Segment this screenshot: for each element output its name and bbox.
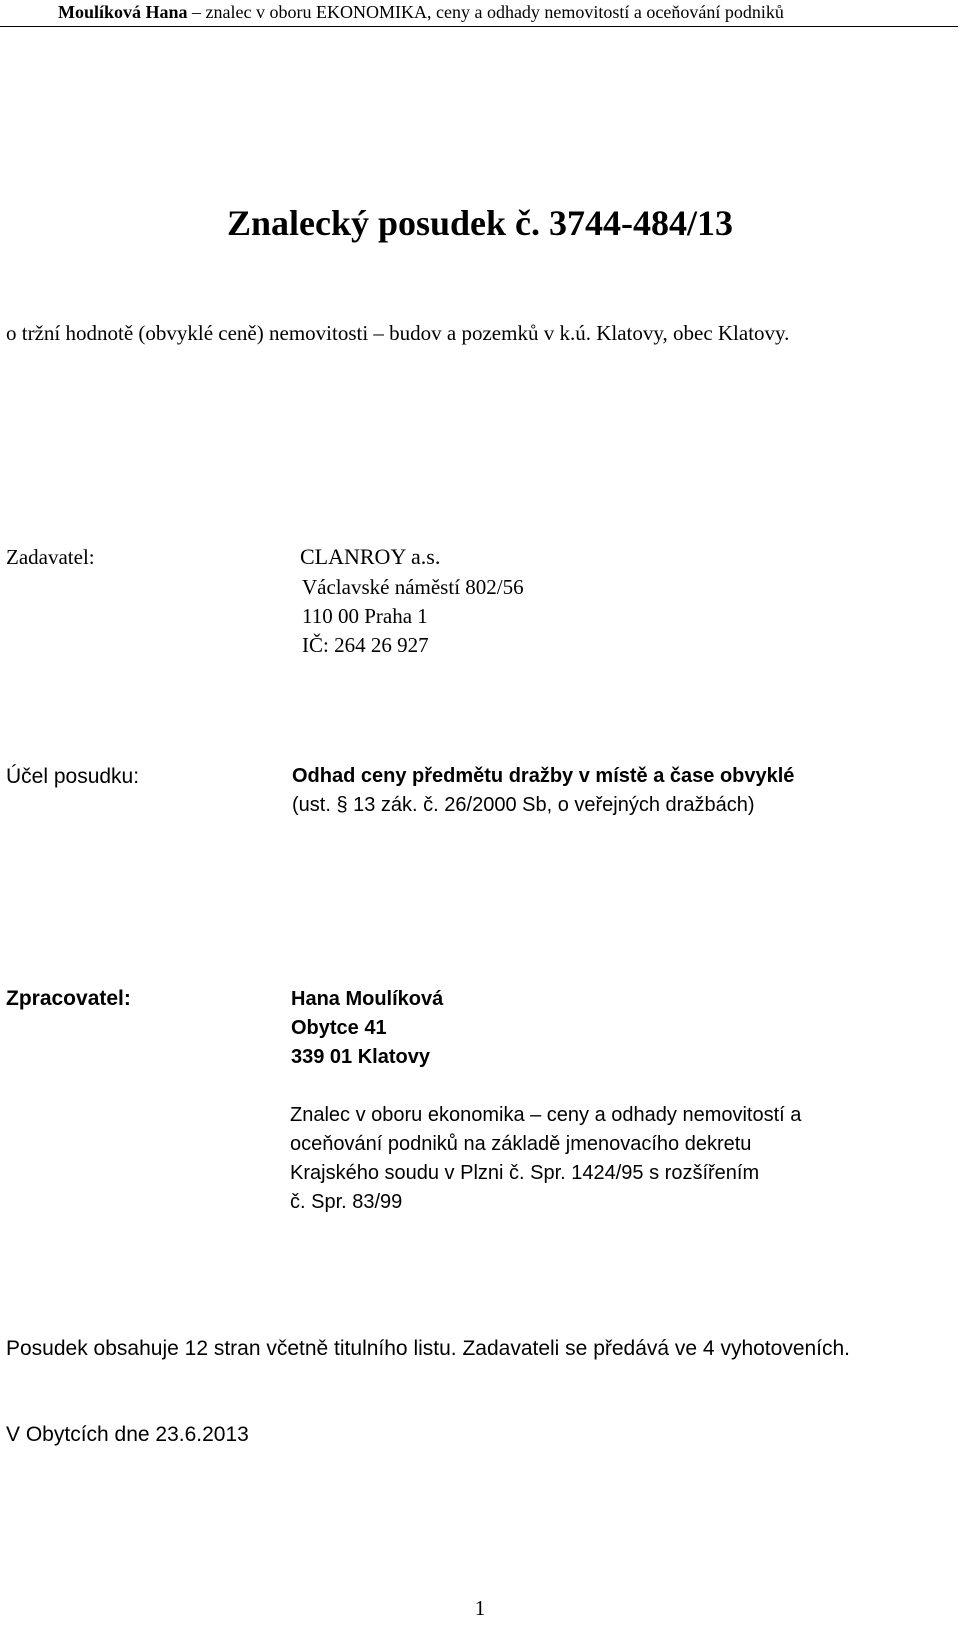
document-title: Znalecký posudek č. 3744-484/13 [226, 203, 734, 243]
place-date: V Obytcích dne 23.6.2013 [6, 1423, 249, 1446]
expertise-line: oceňování podniků na základě jmenovacího dekretu [290, 1133, 752, 1155]
page-header [58, 0, 784, 24]
client-id-line: IČ: 264 26 927 [302, 633, 429, 657]
page-number: 1 [474, 1596, 486, 1620]
processor-line: Hana Moulíková [291, 988, 444, 1010]
client-name: CLANROY a.s. [300, 544, 441, 569]
contents-note: Posudek obsahuje 12 stran včetně titulního listu. Zadavateli se předává ve 4 vyhotoveních. [6, 1337, 851, 1360]
purpose-text [292, 762, 794, 820]
processor-label: Zpracovatel: [6, 987, 131, 1010]
processor-line: Obytce 41 [291, 1017, 387, 1039]
purpose-label: Účel posudku: [6, 765, 140, 788]
expertise-statement [290, 1101, 801, 1217]
client-address-line: Václavské náměstí 802/56 [302, 575, 524, 599]
document-subtitle: o tržní hodnotě (obvyklé ceně) nemovitosti – budov a pozemků v k.ú. Klatovy, obec Klatovy. [6, 321, 790, 345]
purpose-line: (ust. § 13 zák. č. 26/2000 Sb, o veřejných dražbách) [292, 794, 755, 816]
client-label: Zadavatel: [6, 545, 95, 569]
header-divider [0, 26, 958, 27]
purpose-line: Odhad ceny předmětu dražby v místě a čase obvyklé [292, 765, 795, 787]
header-author-name: Moulíková Hana [58, 2, 188, 22]
client-address-line: 110 00 Praha 1 [302, 604, 428, 628]
processor-address [291, 985, 443, 1072]
expertise-line: č. Spr. 83/99 [290, 1191, 403, 1213]
header-author-description: – znalec v oboru EKONOMIKA, ceny a odhady nemovitostí a oceňování podniků [192, 2, 784, 22]
client-address [302, 573, 524, 660]
expertise-line: Znalec v oboru ekonomika – ceny a odhady nemovitostí a [290, 1104, 802, 1126]
processor-line: 339 01 Klatovy [291, 1046, 430, 1068]
expertise-line: Krajského soudu v Plzni č. Spr. 1424/95 s rozšířením [290, 1162, 760, 1184]
